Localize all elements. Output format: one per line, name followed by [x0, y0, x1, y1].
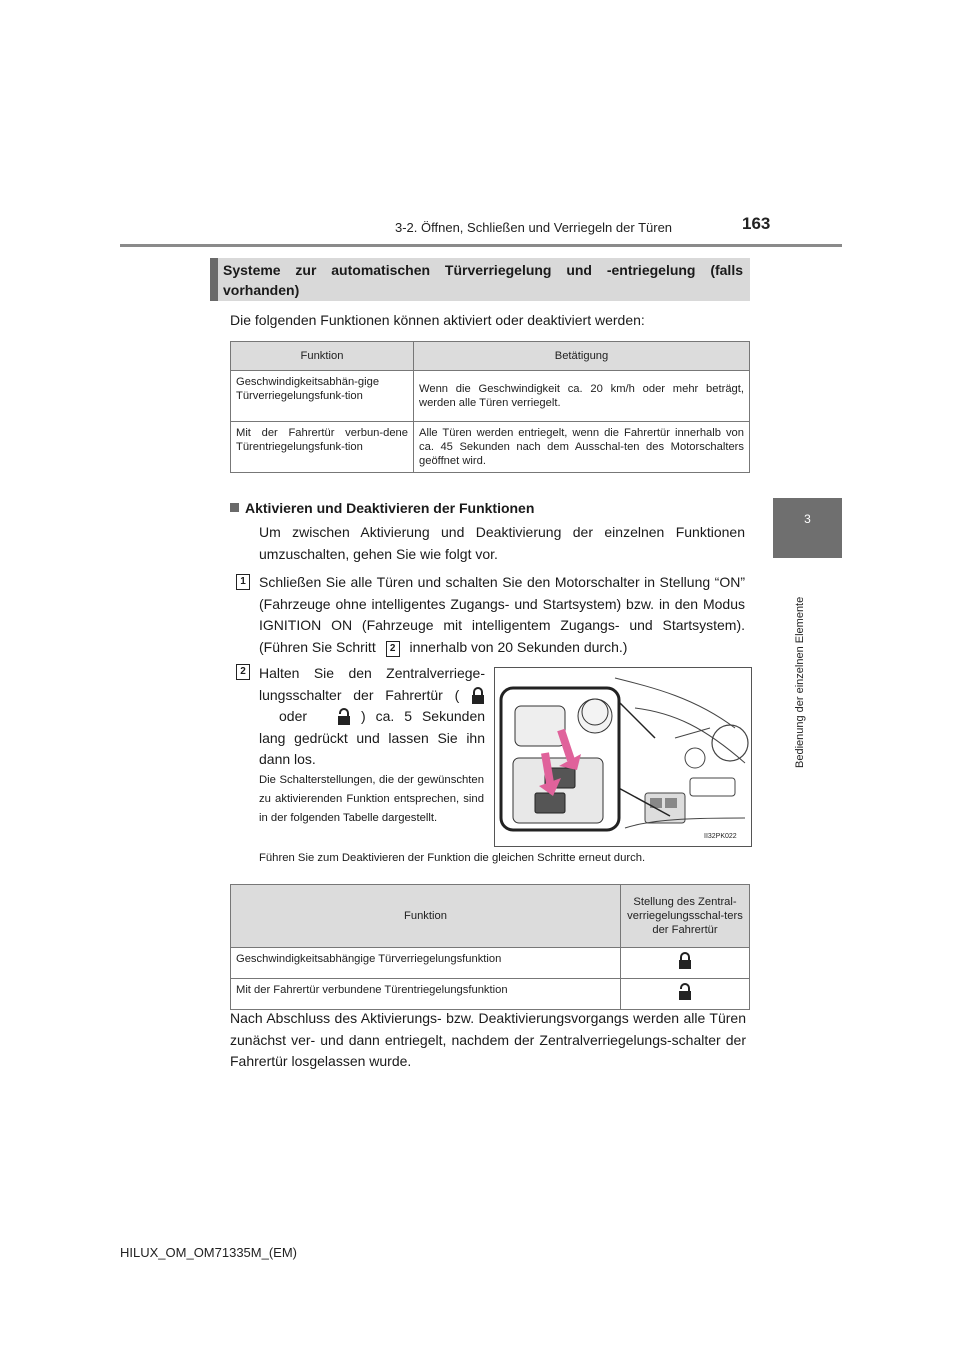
table-header: Stellung des Zentral-verriegelungsschal-ters der Fahrertür — [621, 885, 750, 948]
table-header-row — [231, 342, 750, 371]
table-cell — [621, 979, 750, 1010]
step-1-text-a: Schließen Sie alle Türen und schalten Sie den Motorschalter in Stellung “ON” (Fahrzeuge ohne intelligentes Zugangs- und Startsystem) bzw. in den Modus IGNITION ON (Fahrzeuge mit intelligentem Zugangs- und Startsystem). (Führen Sie Schritt — [259, 574, 745, 655]
switch-position-table — [230, 884, 750, 1010]
door-panel-drawing — [495, 668, 751, 846]
step-ref-badge: 2 — [386, 641, 400, 657]
table-row — [231, 948, 750, 979]
section-heading: 3-2. Öffnen, Schließen und Verriegeln der Türen — [395, 220, 673, 235]
table-cell: Geschwindigkeitsabhän-gige Türverriegelungsfunk-tion — [231, 371, 414, 422]
table-cell: Wenn die Geschwindigkeit ca. 20 km/h oder mehr beträgt, werden alle Türen verriegelt. — [414, 371, 750, 422]
table-cell — [621, 948, 750, 979]
table-row — [231, 979, 750, 1010]
illustration-code: II32PK022 — [704, 833, 737, 840]
table-row — [231, 371, 750, 422]
intro-text: Die folgenden Funktionen können aktiviert oder deaktiviert werden: — [230, 312, 645, 328]
step-2-text — [259, 663, 485, 771]
table-cell: Mit der Fahrertür verbun-dene Türentriegelungsfunk-tion — [231, 422, 414, 473]
table-header: Funktion — [231, 342, 414, 371]
subheading-text: Aktivieren und Deaktivieren der Funktionen — [245, 500, 535, 516]
final-paragraph: Nach Abschluss des Aktivierungs- bzw. Deaktivierungsvorgangs werden alle Türen zunächst ver- und dann entriegelt, nachdem der Zentralverriegelungs-schalter der Fahrertür losgelassen wurde. — [230, 1010, 746, 1069]
note-text: Die Schalterstellungen, die der gewünschten zu aktivierenden Funktion entsprechen, sind in der folgenden Tabelle dargestellt. — [259, 774, 484, 824]
table-header: Betätigung — [414, 342, 750, 371]
lock-open-icon — [678, 983, 692, 1001]
chapter-label — [790, 520, 810, 770]
page-number: 163 — [742, 214, 771, 233]
step-2-text-b: ) ca. 5 Sekunden lang gedrückt und lassen Sie ihn dann los. — [259, 708, 486, 767]
deactivate-text: Führen Sie zum Deaktivieren der Funktion die gleichen Schritte erneut durch. — [259, 852, 646, 864]
header-rule — [120, 244, 842, 247]
table-cell: Mit der Fahrertür verbundene Türentriegelungsfunktion — [231, 979, 621, 1010]
step-1-text — [259, 572, 745, 658]
lock-closed-icon — [471, 687, 485, 705]
section-title-bar — [210, 258, 218, 301]
lock-closed-icon — [678, 952, 692, 970]
step-2-or: oder — [279, 708, 308, 724]
lock-open-icon — [337, 708, 351, 726]
step-badge-2: 2 — [236, 664, 250, 680]
step-2-text-a: Halten Sie den Zentralverriege-lungsschalter der Fahrertür ( — [259, 665, 485, 703]
chapter-number: 3 — [804, 512, 811, 526]
mode-paragraph: Um zwischen Aktivierung und Deaktivierung der einzelnen Funktionen umzuschalten, gehen Sie wie folgt vor. — [259, 524, 745, 562]
subheading — [230, 500, 534, 516]
chapter-label-text: Bedienung der einzelnen Elemente — [794, 596, 806, 768]
section-title: Systeme zur automatischen Türverriegelung und -entriegelung (falls vorhanden) — [223, 262, 743, 298]
table-row — [231, 422, 750, 473]
table-cell: Geschwindigkeitsabhängige Türverriegelungsfunktion — [231, 948, 621, 979]
functions-table — [230, 341, 750, 473]
step-1-text-b: innerhalb von 20 Sekunden durch.) — [409, 638, 628, 655]
step-badge-1: 1 — [236, 574, 250, 590]
square-bullet-icon — [230, 503, 239, 512]
footer-code: HILUX_OM_OM71335M_(EM) — [120, 1245, 297, 1260]
table-header: Funktion — [231, 885, 621, 948]
illustration-door-switch — [494, 667, 752, 847]
table-cell: Alle Türen werden entriegelt, wenn die Fahrertür innerhalb von ca. 45 Sekunden nach dem Ausschal-ten des Motorschalters geöffnet wird. — [414, 422, 750, 473]
table-header-row — [231, 885, 750, 948]
